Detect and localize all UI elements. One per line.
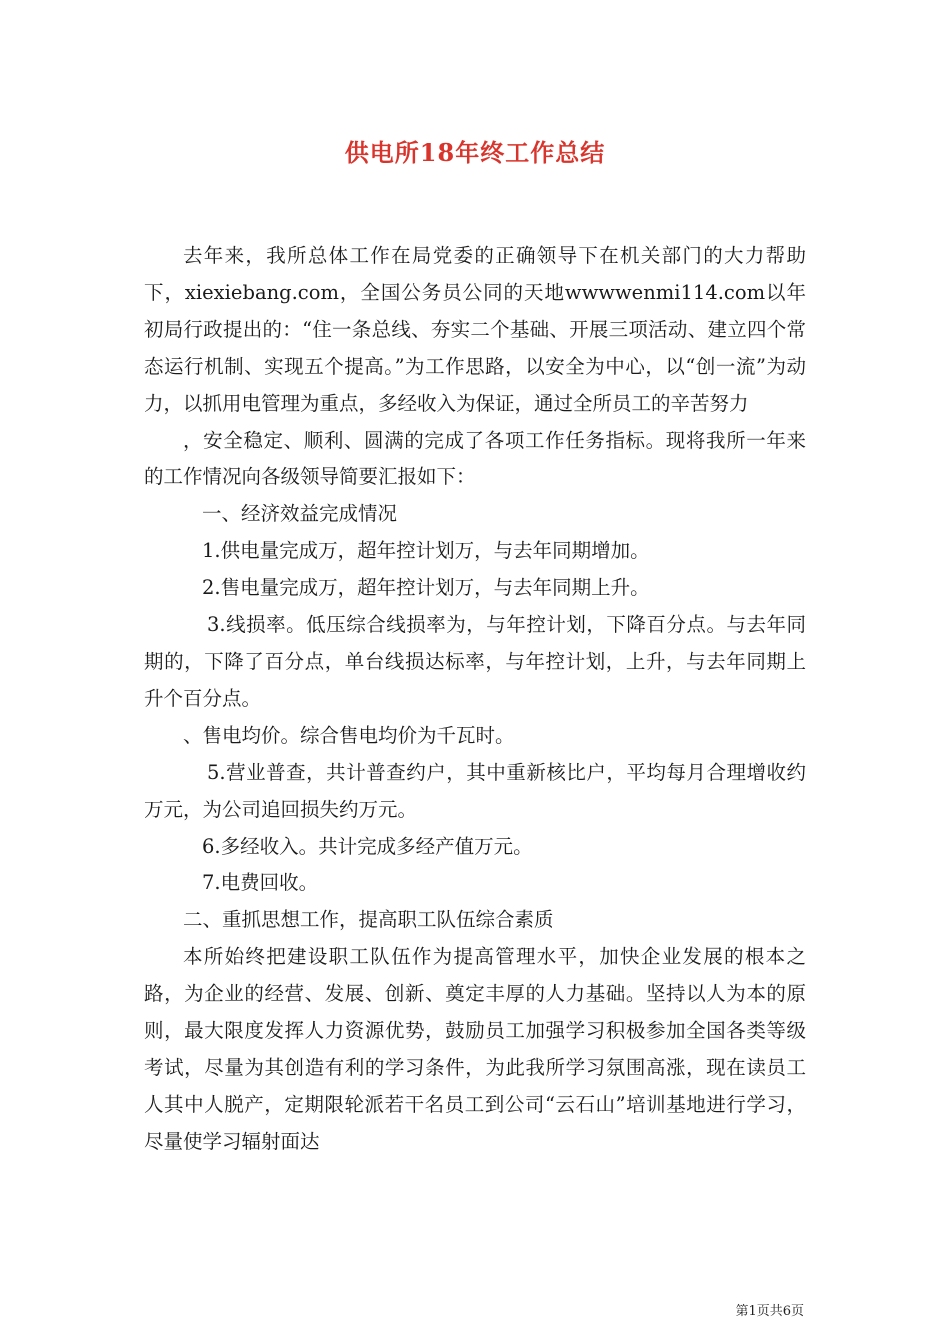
- document-title: 供电所18年终工作总结: [344, 138, 606, 167]
- list-item-2: 2.售电量完成万，超年控计划万，与去年同期上升。: [202, 576, 650, 600]
- page-number: 第1页共6页: [735, 1304, 804, 1319]
- section-heading-1: 一、经济效益完成情况: [202, 502, 398, 526]
- list-item-4: 、售电均价。综合售电均价为千瓦时。: [183, 723, 515, 747]
- section-heading-2: 二、重抓思想工作，提高职工队伍综合素质: [183, 908, 554, 932]
- list-item-5: 5.营业普查，共计普查约户，其中重新核比户，平均每月合理增收约万元，为公司追回损失约万元。: [144, 760, 806, 821]
- paragraph-workforce: 本所始终把建设职工队伍作为提高管理水平，加快企业发展的根本之路，为企业的经营、发展、创新、奠定丰厚的人力基础。坚持以人为本的原则，最大限度发挥人力资源优势，鼓励员工加强学习积极参加全国各类等级考试，尽量为其创造有利的学习条件，为此我所学习氛围高涨，现在读员工人其中人脱产，定期限轮派若干名员工到公司“云石山”培训基地进行学习，尽量使学习辐射面达: [144, 945, 806, 1153]
- list-item-6: 6.多经收入。共计完成多经产值万元。: [202, 834, 533, 858]
- document-body: [144, 238, 806, 1161]
- list-item-3: 3.线损率。低压综合线损率为，与年控计划，下降百分点。与去年同期的，下降了百分点，单台线损达标率，与年控计划，上升，与去年同期上升个百分点。: [144, 613, 806, 710]
- paragraph-intro: 去年来，我所总体工作在局党委的正确领导下在机关部门的大力帮助下，xiexiebang.com，全国公务员公同的天地wwwwenmi114.com以年初局行政提出的：“住一条总线、夯实二个基础、开展三项活动、建立四个常态运行机制、实现五个提高。”为工作思路，以安全为中心，以“创一流”为动力，以抓用电管理为重点，多经收入为保证，通过全所员工的辛苦努力: [144, 244, 806, 415]
- list-item-7: 7.电费回收。: [202, 871, 319, 895]
- paragraph-summary: ，安全稳定、顺利、圆满的完成了各项工作任务指标。现将我所一年来的工作情况向各级领导简要汇报如下：: [144, 428, 806, 489]
- list-item-1: 1.供电量完成万，超年控计划万，与去年同期增加。: [202, 539, 650, 563]
